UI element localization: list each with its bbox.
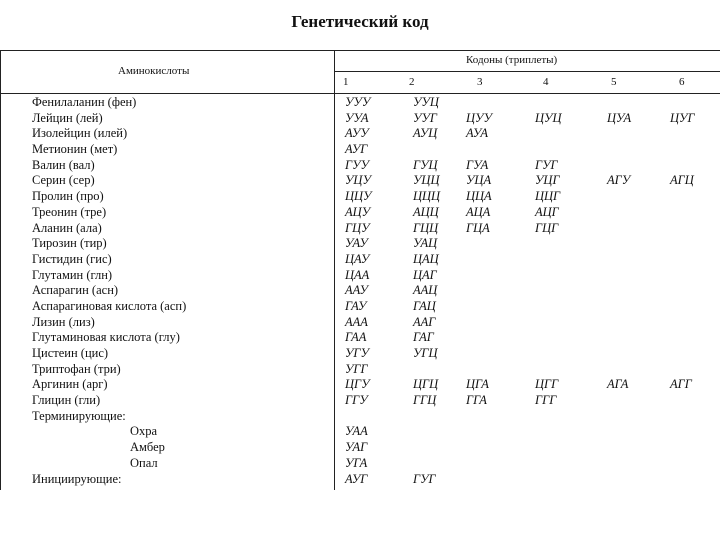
- codon-cell: УЦЦ: [413, 173, 440, 188]
- codon-cell: [466, 330, 492, 346]
- codon-cell: [466, 362, 492, 378]
- codon-cell: УЦУ: [345, 173, 371, 188]
- codon-cell: УГЦ: [413, 346, 438, 360]
- aminoacid-name: Инициирующие:: [32, 471, 122, 486]
- codon-cell: [607, 440, 631, 456]
- codon-cell: [670, 189, 695, 205]
- codon-cell: ГГУ: [345, 393, 368, 408]
- codon-cell: [670, 472, 695, 488]
- codon-cell: [466, 440, 492, 456]
- codon-cell: ААГ: [413, 314, 436, 329]
- codon-cell: ЦАА: [345, 267, 370, 282]
- aminoacid-name: Метионин (мет): [32, 142, 118, 157]
- codon-cell: УЦА: [466, 173, 492, 188]
- table-left-border: [0, 50, 1, 490]
- codon-cell: ЦУУ: [466, 110, 492, 125]
- codon-cell: [607, 158, 631, 174]
- codon-cell: ЦУГ: [670, 110, 695, 125]
- codon-cell: [535, 142, 561, 158]
- codon-cell: [535, 424, 561, 440]
- codon-cell: [670, 440, 695, 456]
- aminoacid-name: Глутамин (глн): [32, 267, 113, 282]
- codon-cell: [670, 409, 695, 425]
- codon-cell: УАА: [345, 424, 368, 439]
- codons-subheader-rule: [334, 71, 720, 72]
- aminoacid-name: Аланин (ала): [32, 220, 102, 235]
- codon-cell: [670, 283, 695, 299]
- codon-cell: ГУУ: [345, 157, 369, 172]
- codon-cell: ГГЦ: [413, 393, 437, 408]
- codon-cell: [535, 236, 561, 252]
- codon-cell: [607, 205, 631, 221]
- codon-column-5: [607, 95, 631, 487]
- aminoacid-name: Опал: [130, 455, 158, 470]
- codon-cell: УАГ: [345, 440, 368, 455]
- codon-cell: АУА: [466, 126, 488, 141]
- codon-cell: [607, 362, 631, 378]
- aminoacid-name: Пролин (про): [32, 189, 104, 204]
- codon-cell: [607, 330, 631, 346]
- codon-cell: [607, 236, 631, 252]
- codon-cell: [670, 142, 695, 158]
- codons-column-divider: [334, 50, 335, 490]
- codon-cell: ЦАУ: [345, 251, 370, 266]
- codon-cell: [535, 126, 561, 142]
- codon-column-6: [670, 95, 695, 487]
- codon-column-header: 5: [611, 76, 617, 88]
- codon-cell: АГЦ: [670, 173, 694, 188]
- codon-cell: ГЦА: [466, 220, 490, 235]
- aminoacid-name: Серин (сер): [32, 173, 95, 188]
- codon-cell: [670, 158, 695, 174]
- codon-cell: [535, 456, 561, 472]
- codon-cell: [466, 236, 492, 252]
- codon-cell: ЦЦЦ: [413, 189, 441, 204]
- codon-cell: [670, 346, 695, 362]
- codon-cell: [535, 283, 561, 299]
- aminoacids-header: Аминокислоты: [118, 65, 190, 77]
- codon-cell: ГАА: [345, 330, 367, 345]
- codon-cell: [535, 95, 561, 111]
- codon-cell: АУГ: [345, 471, 368, 486]
- codon-cell: [413, 424, 440, 440]
- codon-cell: [535, 440, 561, 456]
- header-bottom-rule: [0, 93, 720, 94]
- codon-cell: ГАУ: [345, 298, 367, 313]
- codon-cell: [466, 95, 492, 111]
- codon-cell: [535, 346, 561, 362]
- codon-column-header: 2: [409, 76, 415, 88]
- codon-cell: АЦА: [466, 204, 491, 219]
- codon-cell: ААА: [345, 314, 368, 329]
- aminoacid-name: Аргинин (арг): [32, 377, 108, 392]
- aminoacid-name: Тирозин (тир): [32, 236, 107, 251]
- codons-header: Кодоны (триплеты): [466, 54, 558, 66]
- aminoacid-name: Лейцин (лей): [32, 110, 103, 125]
- codon-cell: [466, 424, 492, 440]
- codon-cell: [607, 315, 631, 331]
- codon-cell: [607, 472, 631, 488]
- codon-cell: АУГ: [345, 142, 368, 157]
- codon-cell: [535, 252, 561, 268]
- codon-cell: [535, 315, 561, 331]
- codon-cell: АГА: [607, 377, 629, 392]
- aminoacid-name: Изолейцин (илей): [32, 126, 128, 141]
- codon-cell: ЦЦА: [466, 189, 492, 204]
- codon-cell: [670, 236, 695, 252]
- codon-cell: ГУГ: [535, 157, 558, 172]
- codon-cell: УАЦ: [413, 236, 438, 251]
- codon-cell: [413, 409, 440, 425]
- codon-cell: УГА: [345, 455, 368, 470]
- codon-cell: [535, 472, 561, 488]
- codon-cell: [535, 299, 561, 315]
- aminoacid-name: Охра: [130, 424, 158, 439]
- codon-cell: [466, 472, 492, 488]
- codon-cell: АГУ: [607, 173, 631, 188]
- aminoacid-name: Глутаминовая кислота (глу): [32, 330, 180, 345]
- codon-cell: [607, 424, 631, 440]
- codon-cell: [607, 268, 631, 284]
- codon-cell: УГГ: [345, 361, 368, 376]
- codon-cell: [670, 126, 695, 142]
- codon-cell: ГЦГ: [535, 220, 559, 235]
- codon-column-header: 3: [477, 76, 483, 88]
- codon-cell: [670, 95, 695, 111]
- codon-cell: [607, 409, 631, 425]
- aminoacid-name: Лизин (лиз): [32, 314, 95, 329]
- codon-cell: ЦГГ: [535, 377, 559, 392]
- codon-cell: [466, 268, 492, 284]
- codon-cell: ЦЦГ: [535, 189, 561, 204]
- codon-cell: [670, 252, 695, 268]
- codon-cell: ЦУА: [607, 110, 632, 125]
- codon-cell: [670, 205, 695, 221]
- codon-cell: ЦАГ: [413, 267, 437, 282]
- codon-column-3: [466, 95, 492, 487]
- codon-cell: [607, 299, 631, 315]
- codon-cell: ААЦ: [413, 283, 438, 298]
- aminoacid-name: Амбер: [130, 440, 165, 455]
- codon-cell: УЦГ: [535, 173, 560, 188]
- aminoacid-name: Валин (вал): [32, 157, 95, 172]
- codon-cell: [607, 142, 631, 158]
- codon-cell: УУГ: [413, 110, 437, 125]
- codon-cell: АУУ: [345, 126, 369, 141]
- codon-cell: ЦГА: [466, 377, 489, 392]
- codon-cell: ГАГ: [413, 330, 434, 345]
- codon-column-1: [345, 95, 371, 487]
- codon-cell: ЦАЦ: [413, 251, 439, 266]
- aminoacid-name: Терминирующие:: [32, 408, 126, 423]
- page-title: Генетический код: [291, 12, 429, 31]
- codon-cell: УУЦ: [413, 95, 439, 109]
- codon-cell: ЦУЦ: [535, 110, 562, 125]
- codon-cell: [466, 346, 492, 362]
- codon-column-header: 6: [679, 76, 685, 88]
- codon-cell: [535, 409, 561, 425]
- codon-cell: [607, 126, 631, 142]
- codon-cell: ГГА: [466, 393, 487, 408]
- codon-cell: ЦЦУ: [345, 189, 372, 204]
- codon-cell: АЦГ: [535, 204, 559, 219]
- codon-cell: ГЦЦ: [413, 220, 439, 235]
- codon-cell: [466, 315, 492, 331]
- codon-cell: [466, 409, 492, 425]
- codon-cell: [413, 456, 440, 472]
- codon-cell: ГЦУ: [345, 220, 370, 235]
- codon-cell: [466, 456, 492, 472]
- codon-cell: [670, 221, 695, 237]
- aminoacid-name: Цистеин (цис): [32, 346, 109, 360]
- codon-cell: [413, 362, 440, 378]
- codon-cell: [607, 346, 631, 362]
- aminoacid-name: Триптофан (три): [32, 361, 121, 376]
- codon-cell: [670, 362, 695, 378]
- codon-cell: [345, 409, 371, 425]
- codon-cell: [413, 142, 440, 158]
- codon-cell: [607, 189, 631, 205]
- codon-cell: [535, 268, 561, 284]
- table-top-rule: [0, 50, 720, 51]
- aminoacid-name: Аспарагин (асн): [32, 283, 119, 298]
- codon-cell: [466, 283, 492, 299]
- aminoacid-name: Гистидин (гис): [32, 251, 112, 266]
- codon-cell: [670, 393, 695, 409]
- codon-cell: [670, 456, 695, 472]
- codon-cell: УУА: [345, 110, 369, 125]
- aminoacid-name: Треонин (тре): [32, 204, 107, 219]
- codon-cell: [607, 252, 631, 268]
- codon-cell: [607, 95, 631, 111]
- codon-cell: АГГ: [670, 377, 692, 392]
- codon-cell: АЦЦ: [413, 204, 439, 219]
- codon-cell: ЦГЦ: [413, 377, 439, 392]
- codon-cell: ГУЦ: [413, 157, 438, 172]
- codon-cell: УГУ: [345, 346, 369, 360]
- codon-cell: ГАЦ: [413, 298, 436, 313]
- codon-column-header: 1: [343, 76, 349, 88]
- codon-cell: [413, 440, 440, 456]
- codon-column-header: 4: [543, 76, 549, 88]
- codon-cell: [535, 330, 561, 346]
- aminoacid-name: Фенилаланин (фен): [32, 95, 137, 109]
- codon-cell: ЦГУ: [345, 377, 370, 392]
- codon-cell: [670, 299, 695, 315]
- codon-cell: УУУ: [345, 95, 371, 109]
- codon-cell: [466, 142, 492, 158]
- codon-cell: АЦУ: [345, 204, 371, 219]
- codon-cell: [535, 362, 561, 378]
- codon-cell: ГУГ: [413, 471, 436, 486]
- codon-cell: [670, 315, 695, 331]
- codon-cell: [607, 221, 631, 237]
- aminoacid-name-list: [32, 95, 186, 487]
- codon-cell: [607, 283, 631, 299]
- codon-cell: [466, 299, 492, 315]
- codon-cell: [607, 456, 631, 472]
- codon-cell: ААУ: [345, 283, 368, 298]
- codon-cell: АУЦ: [413, 126, 438, 141]
- codon-column-2: [413, 95, 440, 487]
- aminoacid-name: Аспарагиновая кислота (асп): [32, 298, 187, 313]
- codon-cell: ГГГ: [535, 393, 557, 408]
- codon-column-4: [535, 95, 561, 487]
- codon-cell: [607, 393, 631, 409]
- codon-cell: [670, 268, 695, 284]
- aminoacid-name: Глицин (гли): [32, 393, 101, 408]
- codon-cell: УАУ: [345, 236, 368, 251]
- codon-cell: ГУА: [466, 157, 489, 172]
- codon-cell: [670, 424, 695, 440]
- codon-cell: [466, 252, 492, 268]
- codon-cell: [670, 330, 695, 346]
